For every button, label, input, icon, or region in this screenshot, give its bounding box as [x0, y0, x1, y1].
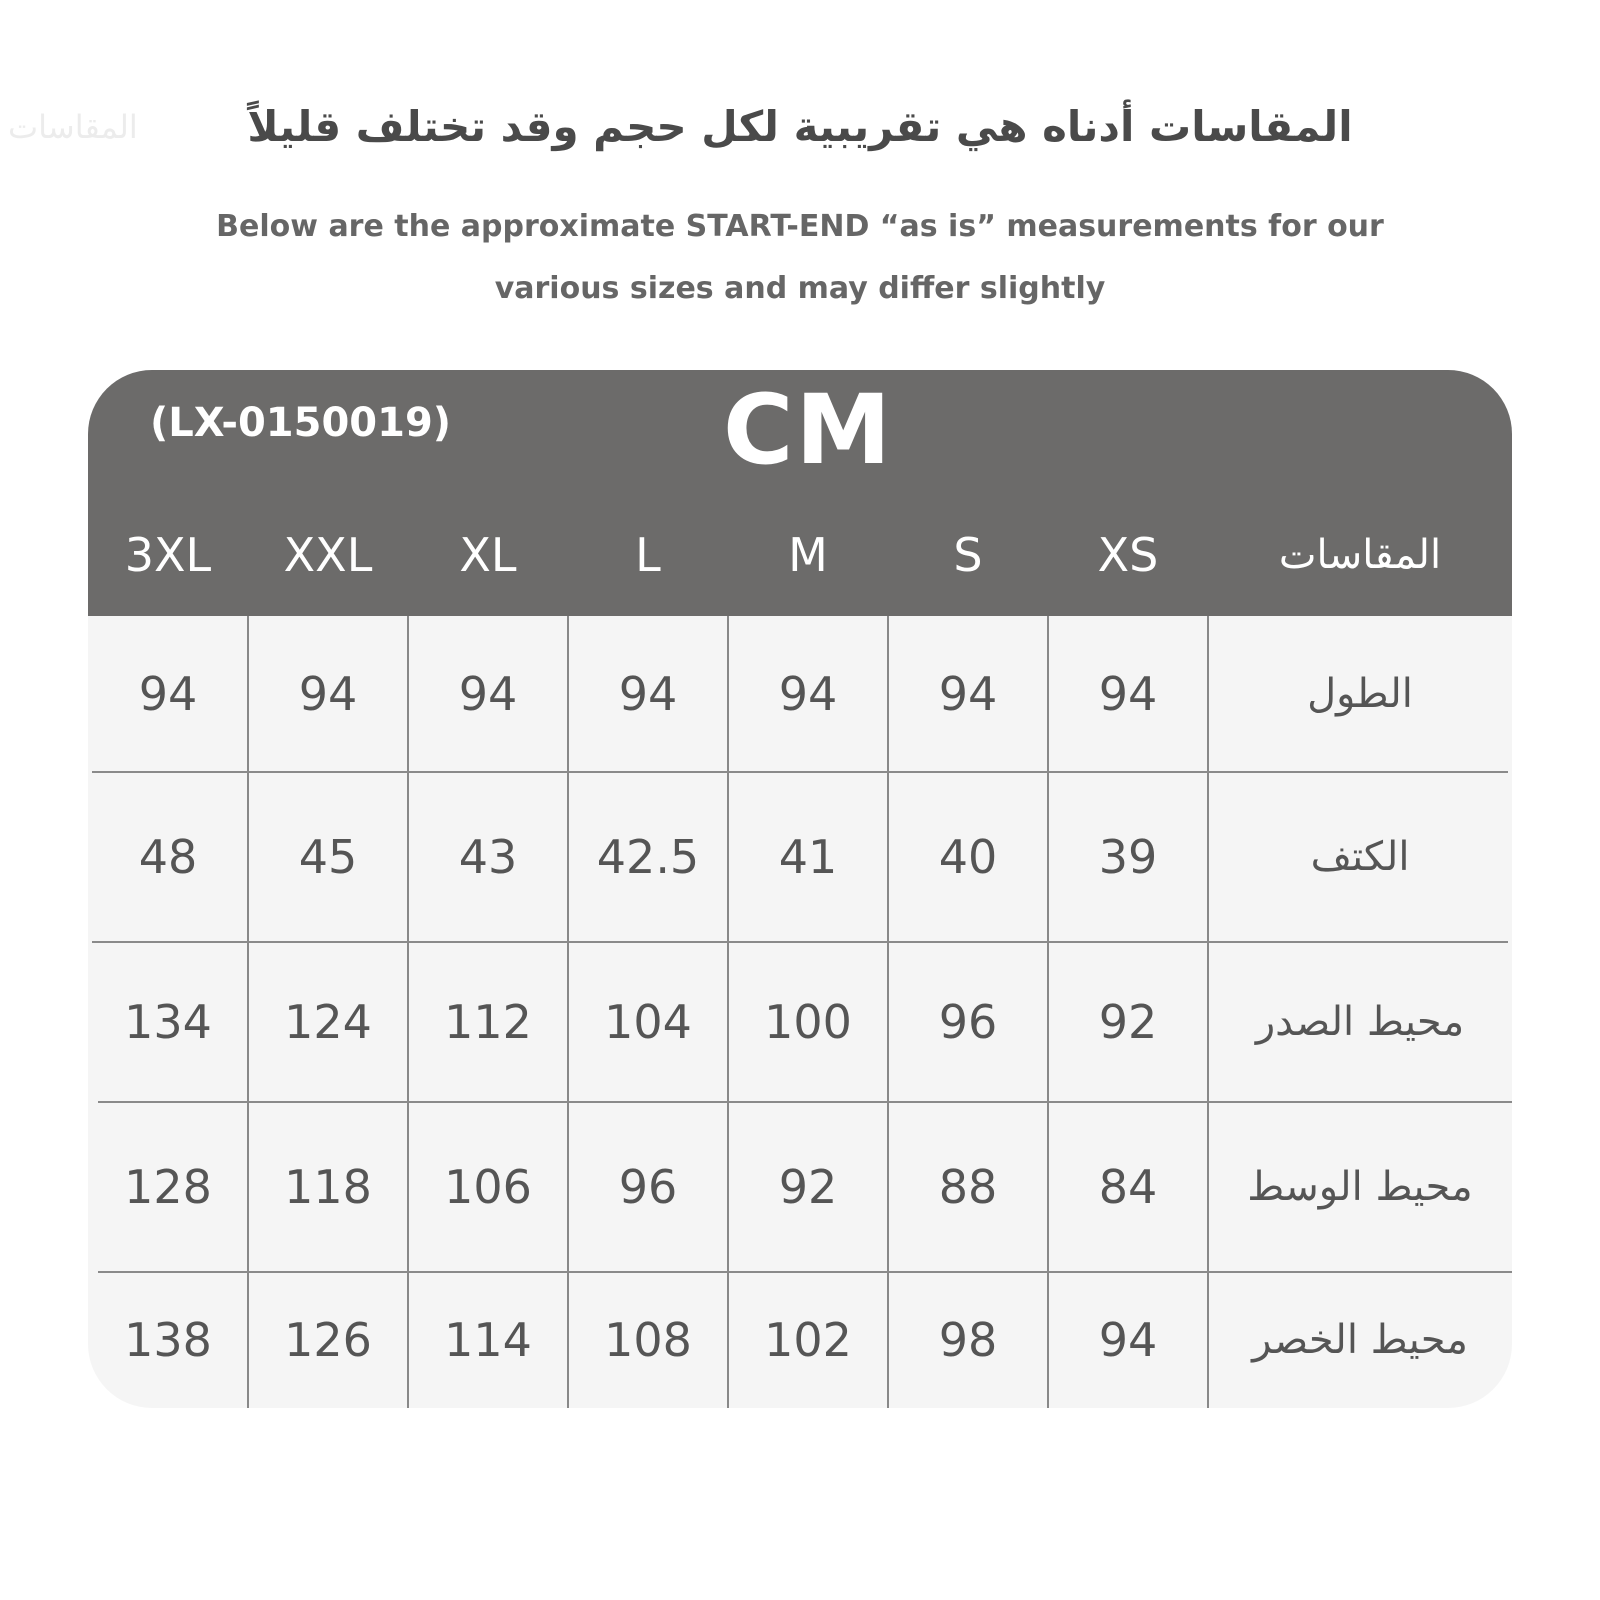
cell-m: 41: [778, 830, 838, 884]
cell-l: 42.5: [596, 830, 700, 884]
header-l: L: [635, 528, 661, 582]
cell-l: 94: [618, 667, 678, 721]
cell-s: 88: [938, 1160, 998, 1214]
table-header: [88, 370, 1512, 616]
product-code: (LX-0150019): [150, 400, 452, 446]
row-label: محيط الصدر: [1255, 999, 1465, 1045]
header-xl: XL: [459, 528, 517, 582]
cell-xxl: 45: [298, 830, 358, 884]
cell-l: 104: [604, 995, 692, 1049]
title-arabic: المقاسات أدناه هي تقريبية لكل حجم وقد تختلف قليلاً: [247, 102, 1353, 151]
cell-xxl: 126: [284, 1313, 372, 1367]
table-row: [88, 942, 1512, 1102]
row-label: الكتف: [1310, 834, 1410, 880]
row-label: محيط الخصر: [1252, 1317, 1468, 1363]
cell-s: 94: [938, 667, 998, 721]
title-english-line-2: various sizes and may differ slightly: [494, 271, 1106, 306]
unit-label: CM: [723, 374, 893, 486]
cell-xs: 92: [1098, 995, 1158, 1049]
row-label: الطول: [1307, 671, 1413, 717]
cell-xl: 43: [458, 830, 518, 884]
cell-l: 108: [604, 1313, 692, 1367]
size-table: [88, 370, 1512, 1408]
cell-xl: 112: [444, 995, 532, 1049]
header-m: M: [788, 528, 828, 582]
cell-xs: 39: [1098, 830, 1158, 884]
header-measurements-label: المقاسات: [1278, 532, 1442, 578]
cell-s: 40: [938, 830, 998, 884]
cell-3xl: 48: [138, 830, 198, 884]
cell-s: 98: [938, 1313, 998, 1367]
cell-m: 102: [764, 1313, 852, 1367]
cell-xs: 84: [1098, 1160, 1158, 1214]
header-xs: XS: [1097, 528, 1159, 582]
cell-xs: 94: [1098, 667, 1158, 721]
table-row: [88, 1102, 1512, 1272]
header-s: S: [953, 528, 983, 582]
cell-xl: 114: [444, 1313, 532, 1367]
title-english: [150, 196, 1450, 320]
cell-s: 96: [938, 995, 998, 1049]
cell-xs: 94: [1098, 1313, 1158, 1367]
cell-xl: 106: [444, 1160, 532, 1214]
cell-3xl: 128: [124, 1160, 212, 1214]
header-xxl: XXL: [283, 528, 373, 582]
ghost-label: المقاسات: [8, 108, 138, 146]
title-english-line-1: Below are the approximate START-END “as is” measurements for our: [216, 209, 1384, 244]
cell-3xl: 134: [124, 995, 212, 1049]
cell-xl: 94: [458, 667, 518, 721]
header-3xl: 3XL: [124, 528, 212, 582]
cell-3xl: 94: [138, 667, 198, 721]
cell-xxl: 124: [284, 995, 372, 1049]
table-row: [88, 772, 1512, 942]
row-label: محيط الوسط: [1247, 1164, 1473, 1210]
cell-m: 92: [778, 1160, 838, 1214]
table-row: [88, 616, 1512, 772]
cell-l: 96: [618, 1160, 678, 1214]
cell-m: 94: [778, 667, 838, 721]
cell-3xl: 138: [124, 1313, 212, 1367]
cell-xxl: 118: [284, 1160, 372, 1214]
cell-m: 100: [764, 995, 852, 1049]
table-row: [88, 1272, 1512, 1408]
cell-xxl: 94: [298, 667, 358, 721]
